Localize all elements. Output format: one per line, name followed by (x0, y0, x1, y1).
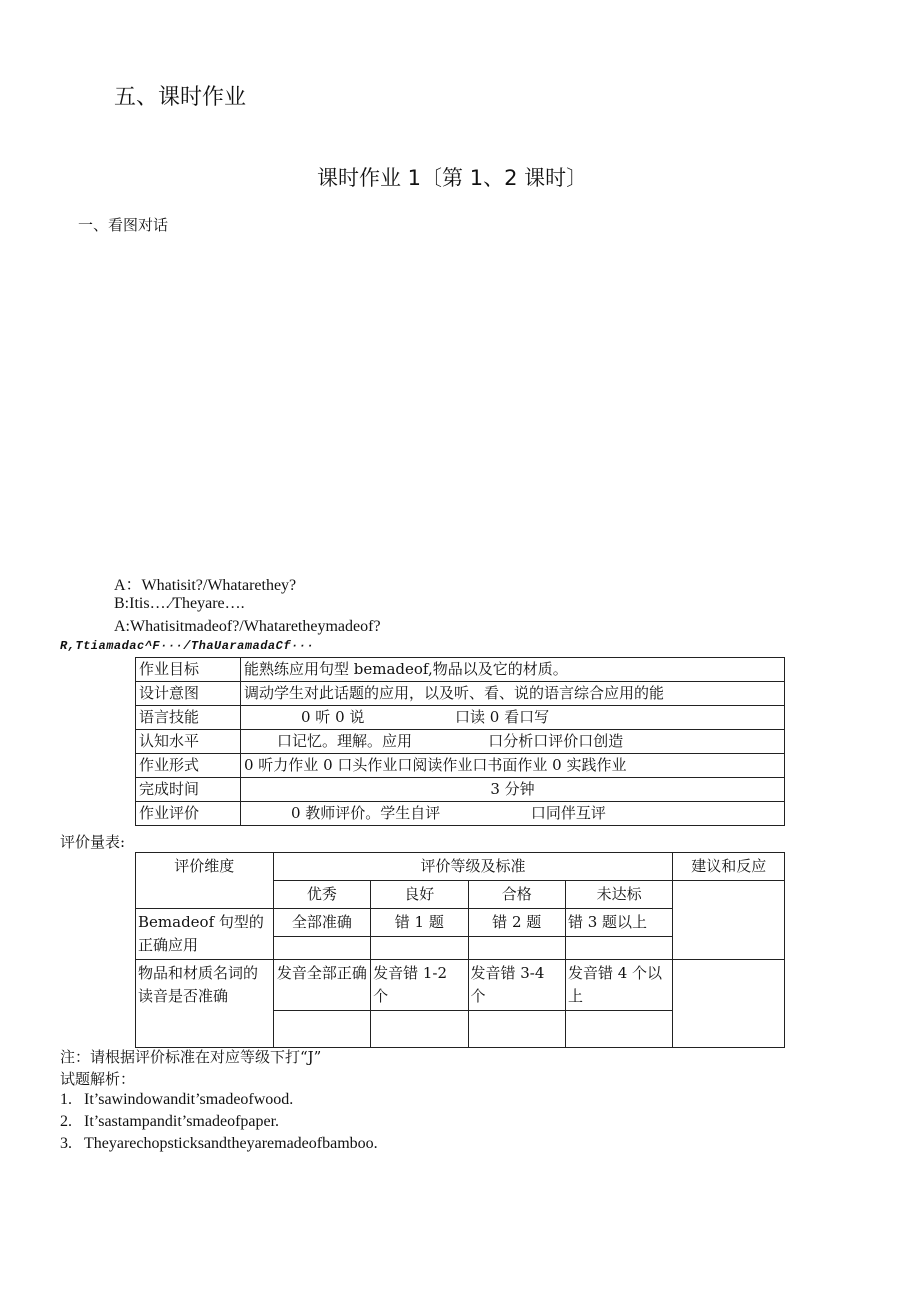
rubric-label: 评价量表: (60, 833, 126, 851)
checkbox-cell (273, 937, 370, 960)
answer-text: It’sawindowandit’smadeofwood. (84, 1091, 294, 1108)
row-label: 设计意图 (136, 682, 241, 706)
answer-number: 2. (60, 1113, 72, 1130)
part-title: 一、看图对话 (78, 216, 169, 234)
suggest-cell (673, 881, 785, 960)
row-label: 作业评价 (136, 802, 241, 826)
criteria-cell: 错 2 题 (468, 909, 565, 937)
table-row (136, 754, 785, 778)
analysis-label: 试题解析： (60, 1070, 136, 1088)
garbled-dialogue-line: R,Ttiamadac^F···/ThaUaramadaCf··· (60, 639, 315, 653)
answer-text: It’sastampandit’smadeofpaper. (84, 1113, 280, 1130)
criteria-cell: 错 3 题以上 (565, 909, 672, 937)
row-label: 作业形式 (136, 754, 241, 778)
criteria-cell: 发音错 1-2 个 (371, 960, 468, 1011)
criteria-cell: 错 1 题 (371, 909, 468, 937)
answer-number: 1. (60, 1091, 72, 1108)
note-text: 注：请根据评价标准在对应等级下打“J” (60, 1048, 322, 1066)
answer-text: Theyarechopsticksandtheyaremadeofbamboo. (84, 1135, 378, 1152)
criteria-cell: 发音全部正确 (273, 960, 370, 1011)
level-pass: 合格 (468, 881, 565, 909)
homework-title: 课时作业 1〔第 1、2 课时〕 (317, 166, 588, 190)
row-value: 口记忆。理解。应用 口分析口评价口创造 (241, 730, 785, 754)
checkbox-cell (371, 1011, 468, 1048)
row-value: 调动学生对此话题的应用，以及听、看、说的语言综合应用的能 (241, 682, 785, 706)
dialogue-line: A:Whatisitmadeof?/Whataretheymadeof? (114, 618, 381, 635)
criteria-cell: 发音错 4 个以上 (565, 960, 672, 1011)
row-label: 语言技能 (136, 706, 241, 730)
table-row (136, 778, 785, 802)
section-title: 五、课时作业 (114, 85, 247, 110)
table-row (136, 658, 785, 682)
rubric-table (135, 852, 785, 1048)
checkbox-cell (371, 937, 468, 960)
table-row (136, 960, 785, 1011)
row-value: 0 听力作业 0 口头作业口阅读作业口书面作业 0 实践作业 (241, 754, 785, 778)
row-label: 完成时间 (136, 778, 241, 802)
checkbox-cell (565, 1011, 672, 1048)
checkbox-cell (273, 1011, 370, 1048)
checkbox-cell (468, 1011, 565, 1048)
answer-item (60, 1135, 378, 1153)
row-value: 0 听 0 说 口读 0 看口写 (241, 706, 785, 730)
row-label: 作业目标 (136, 658, 241, 682)
table-row (136, 682, 785, 706)
level-fail: 未达标 (565, 881, 672, 909)
answer-item (60, 1091, 293, 1109)
suggest-cell (673, 960, 785, 1048)
level-header: 评价等级及标准 (273, 853, 673, 881)
checkbox-cell (565, 937, 672, 960)
level-good: 良好 (371, 881, 468, 909)
answer-number: 3. (60, 1135, 72, 1152)
table-row (136, 706, 785, 730)
table-row (136, 802, 785, 826)
row-label: 认知水平 (136, 730, 241, 754)
table-row (136, 853, 785, 881)
answer-item (60, 1113, 279, 1131)
row-value: 能熟练应用句型 bemadeof,物品以及它的材质。 (241, 658, 785, 682)
criteria-cell: 全部准确 (273, 909, 370, 937)
dimension-header: 评价维度 (136, 853, 274, 909)
homework-info-table (135, 657, 785, 826)
table-row (136, 730, 785, 754)
dialogue-line: B:Itis….∕Theyare…. (114, 595, 245, 612)
criteria-cell: 发音错 3-4 个 (468, 960, 565, 1011)
row-value: 3 分钟 (241, 778, 785, 802)
suggest-header: 建议和反应 (673, 853, 785, 881)
checkbox-cell (468, 937, 565, 960)
dialogue-line: A：Whatisit?/Whatarethey? (114, 577, 297, 594)
level-excellent: 优秀 (273, 881, 370, 909)
dimension-cell: Bemadeof 句型的正确应用 (136, 909, 274, 960)
row-value: 0 教师评价。学生自评 口同伴互评 (241, 802, 785, 826)
dimension-cell: 物品和材质名词的读音是否准确 (136, 960, 274, 1048)
